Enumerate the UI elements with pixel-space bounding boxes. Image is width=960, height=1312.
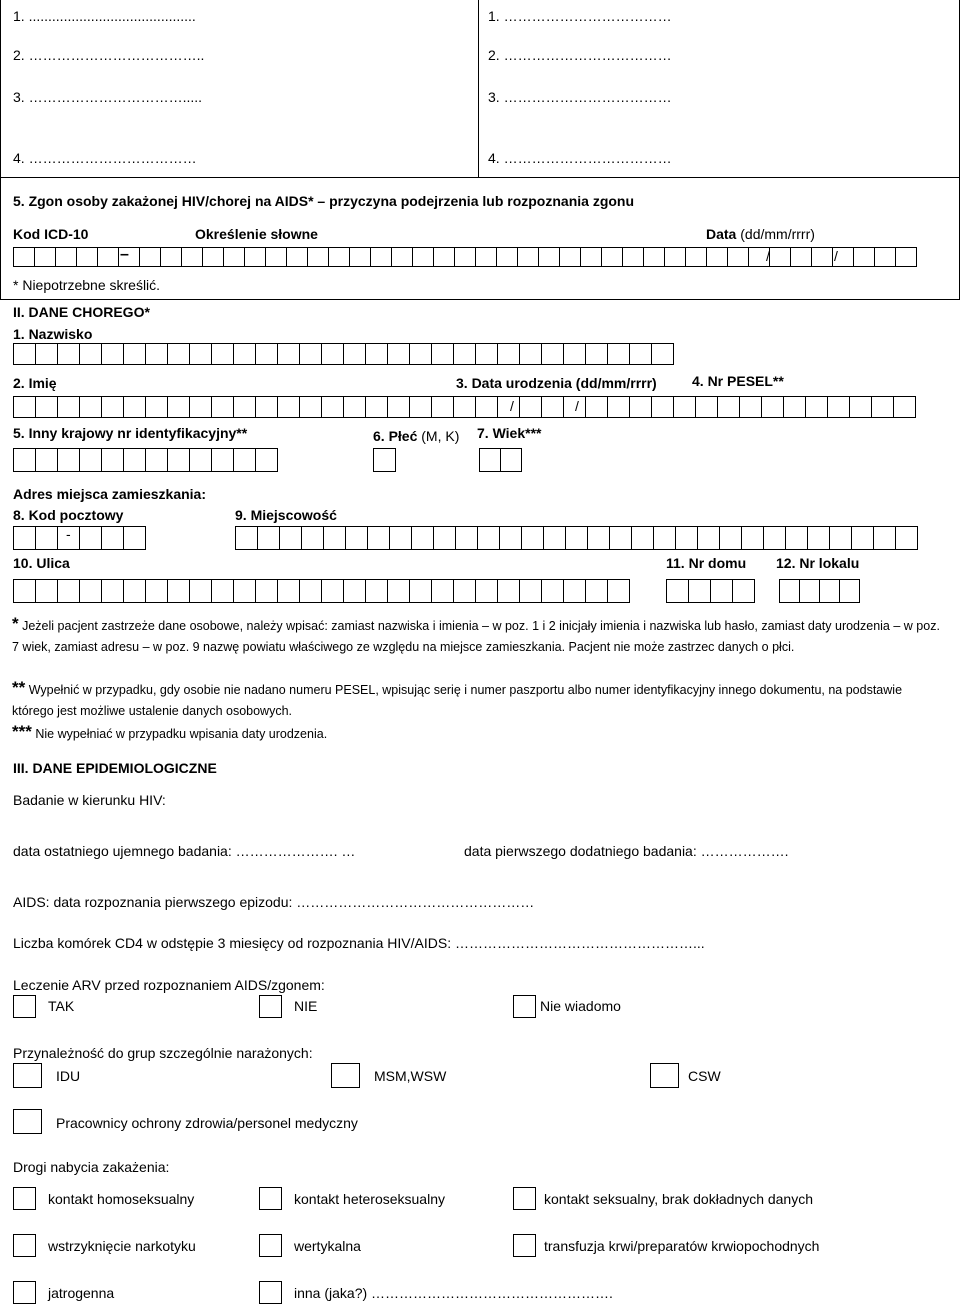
house-char-cell[interactable] (666, 579, 689, 603)
flat-char-cell[interactable] (779, 579, 800, 603)
death-char-cell[interactable] (727, 247, 749, 267)
group-health-worker-label: Pracownicy ochrony zdrowia/personel medyczny (56, 1115, 358, 1131)
street-char-cell[interactable] (101, 579, 124, 603)
death-char-cell[interactable] (496, 247, 518, 267)
surname-char-cell[interactable] (79, 343, 102, 365)
house-cells[interactable] (666, 579, 754, 603)
arv-unknown-checkbox[interactable] (513, 995, 536, 1018)
surname-char-cell[interactable] (299, 343, 322, 365)
city-char-cell[interactable] (257, 526, 280, 550)
name-char-cell[interactable] (673, 396, 696, 418)
field-surname-label: 1. Nazwisko (13, 326, 93, 342)
flat-char-cell[interactable] (799, 579, 820, 603)
surname-char-cell[interactable] (387, 343, 410, 365)
name-char-cell[interactable] (519, 396, 542, 418)
surname-char-cell[interactable] (453, 343, 476, 365)
route-sexual-unknown-checkbox[interactable] (513, 1187, 536, 1210)
death-char-cell[interactable] (769, 247, 791, 267)
name-char-cell[interactable] (541, 396, 564, 418)
death-col-icd: Kod ICD-10 (13, 226, 89, 242)
field-firstname-label: 2. Imię (13, 375, 57, 391)
list-left-2: 2. ……………………………….. (13, 47, 205, 63)
street-char-cell[interactable] (321, 579, 344, 603)
surname-char-cell[interactable] (233, 343, 256, 365)
death-char-cell[interactable] (328, 247, 350, 267)
surname-char-cell[interactable] (167, 343, 190, 365)
name-char-cell[interactable] (365, 396, 388, 418)
other-id-char-cell[interactable] (35, 448, 58, 472)
city-char-cell[interactable] (499, 526, 522, 550)
field-age-label: 7. Wiek*** (477, 425, 542, 441)
street-char-cell[interactable] (277, 579, 300, 603)
name-char-cell[interactable] (189, 396, 212, 418)
city-char-cell[interactable] (565, 526, 588, 550)
postcode-char-cell[interactable] (35, 526, 58, 550)
route-injection-label: wstrzyknięcie narkotyku (48, 1238, 196, 1254)
postcode-char-cell[interactable] (101, 526, 124, 550)
field-flat-label: 12. Nr lokalu (776, 555, 860, 571)
death-char-cell[interactable] (559, 247, 581, 267)
city-char-cell[interactable] (719, 526, 742, 550)
name-char-cell[interactable] (739, 396, 762, 418)
name-char-cell[interactable] (717, 396, 740, 418)
list-left-1: 1. ........................................... (13, 8, 196, 24)
surname-char-cell[interactable] (585, 343, 608, 365)
group-health-worker-checkbox[interactable] (13, 1109, 42, 1134)
street-char-cell[interactable] (563, 579, 586, 603)
death-slash-2: / (834, 248, 838, 264)
city-char-cell[interactable] (785, 526, 808, 550)
death-char-cell[interactable] (412, 247, 434, 267)
name-char-cell[interactable] (35, 396, 58, 418)
route-injection-checkbox[interactable] (13, 1234, 36, 1257)
other-id-char-cell[interactable] (123, 448, 146, 472)
street-char-cell[interactable] (475, 579, 498, 603)
address-heading: Adres miejsca zamieszkania: (13, 486, 206, 502)
other-id-cells[interactable] (13, 448, 277, 472)
city-char-cell[interactable] (741, 526, 764, 550)
name-char-cell[interactable] (453, 396, 476, 418)
city-char-cell[interactable] (895, 526, 918, 550)
name-char-cell[interactable] (167, 396, 190, 418)
death-char-cell[interactable] (349, 247, 371, 267)
death-char-cell[interactable] (391, 247, 413, 267)
group-idu-checkbox[interactable] (13, 1063, 42, 1088)
arv-unknown-label: Nie wiadomo (540, 998, 621, 1014)
street-char-cell[interactable] (13, 579, 36, 603)
street-char-cell[interactable] (431, 579, 454, 603)
name-char-cell[interactable] (651, 396, 674, 418)
city-char-cell[interactable] (301, 526, 324, 550)
death-char-cell[interactable] (13, 247, 35, 267)
other-id-char-cell[interactable] (233, 448, 256, 472)
route-iatrogenic-checkbox[interactable] (13, 1281, 36, 1304)
city-char-cell[interactable] (389, 526, 412, 550)
surname-char-cell[interactable] (343, 343, 366, 365)
surname-cells[interactable] (13, 343, 673, 365)
death-char-cell[interactable] (307, 247, 329, 267)
death-char-cell[interactable] (643, 247, 665, 267)
name-char-cell[interactable] (101, 396, 124, 418)
route-heterosexual-label: kontakt heteroseksualny (294, 1191, 445, 1207)
surname-char-cell[interactable] (211, 343, 234, 365)
group-csw-label: CSW (688, 1068, 721, 1084)
street-char-cell[interactable] (79, 579, 102, 603)
postcode-char-cell[interactable] (79, 526, 102, 550)
street-char-cell[interactable] (497, 579, 520, 603)
surname-char-cell[interactable] (541, 343, 564, 365)
surname-char-cell[interactable] (497, 343, 520, 365)
footnote-3: *** Nie wypełniać w przypadku wpisania daty urodzenia. (12, 722, 328, 741)
surname-char-cell[interactable] (189, 343, 212, 365)
route-transfusion-checkbox[interactable] (513, 1234, 536, 1257)
section3-title: III. DANE EPIDEMIOLOGICZNE (13, 760, 217, 776)
other-id-char-cell[interactable] (79, 448, 102, 472)
house-char-cell[interactable] (710, 579, 733, 603)
city-char-cell[interactable] (323, 526, 346, 550)
name-char-cell[interactable] (805, 396, 828, 418)
surname-char-cell[interactable] (277, 343, 300, 365)
house-char-cell[interactable] (688, 579, 711, 603)
city-char-cell[interactable] (763, 526, 786, 550)
field-pesel-label: 4. Nr PESEL** (692, 373, 784, 389)
city-char-cell[interactable] (631, 526, 654, 550)
death-col-desc: Określenie słowne (195, 226, 318, 242)
name-char-cell[interactable] (321, 396, 344, 418)
name-char-cell[interactable] (13, 396, 36, 418)
surname-char-cell[interactable] (475, 343, 498, 365)
other-id-char-cell[interactable] (13, 448, 36, 472)
route-heterosexual-checkbox[interactable] (259, 1187, 282, 1210)
death-char-cell[interactable] (538, 247, 560, 267)
name-char-cell[interactable] (783, 396, 806, 418)
surname-char-cell[interactable] (321, 343, 344, 365)
street-char-cell[interactable] (387, 579, 410, 603)
street-char-cell[interactable] (607, 579, 630, 603)
list-left-4: 4. ……………………………… (13, 150, 197, 166)
death-char-cell[interactable] (286, 247, 308, 267)
name-char-cell[interactable] (893, 396, 916, 418)
cd4-count: Liczba komórek CD4 w odstępie 3 miesięcy od rozpoznania HIV/AIDS: ……………………………………………... (13, 935, 705, 951)
surname-char-cell[interactable] (563, 343, 586, 365)
postcode-dash: - (66, 526, 71, 542)
name-char-cell[interactable] (695, 396, 718, 418)
city-char-cell[interactable] (345, 526, 368, 550)
name-char-cell[interactable] (585, 396, 608, 418)
death-char-cell[interactable] (433, 247, 455, 267)
death-char-cell[interactable] (601, 247, 623, 267)
name-char-cell[interactable] (57, 396, 80, 418)
surname-char-cell[interactable] (365, 343, 388, 365)
other-id-char-cell[interactable] (145, 448, 168, 472)
age-char-cell[interactable] (500, 448, 522, 472)
group-idu-label: IDU (56, 1068, 81, 1084)
name-char-cell[interactable] (79, 396, 102, 418)
name-char-cell[interactable] (277, 396, 300, 418)
section2-title: II. DANE CHOREGO* (13, 304, 150, 320)
aids-first-episode: AIDS: data rozpoznania pierwszego epizodu: …………………………………………… (13, 894, 535, 910)
death-char-cell[interactable] (454, 247, 476, 267)
name-char-cell[interactable] (849, 396, 872, 418)
street-char-cell[interactable] (585, 579, 608, 603)
surname-char-cell[interactable] (629, 343, 652, 365)
group-msm-checkbox[interactable] (331, 1063, 360, 1088)
death-dash: – (120, 246, 129, 263)
death-char-cell[interactable] (181, 247, 203, 267)
death-cells-row[interactable] (13, 247, 916, 267)
death-char-cell[interactable] (265, 247, 287, 267)
route-homosexual-checkbox[interactable] (13, 1187, 36, 1210)
name-char-cell[interactable] (409, 396, 432, 418)
footnote-1: * Jeżeli pacjent zastrzeże dane osobowe, należy wpisać: zamiast nazwiska i imienia – w poz. 1 i 2 inicjały imienia i nazwiska lub hasło, zamiast daty urodzenia – w poz. 7 wiek, zamiast adresu – w poz. 9 nazwę powiatu właściwego ze względu na miejsce zamieszkania. Pacjent nie może zastrzec danych o płci. (12, 614, 940, 654)
age-cells[interactable] (479, 448, 521, 472)
city-char-cell[interactable] (873, 526, 896, 550)
name-char-cell[interactable] (629, 396, 652, 418)
death-char-cell[interactable] (34, 247, 56, 267)
street-cells[interactable] (13, 579, 629, 603)
route-sexual-unknown-label: kontakt seksualny, brak dokładnych danych (544, 1191, 814, 1207)
other-id-char-cell[interactable] (57, 448, 80, 472)
firstname-cells[interactable] (13, 396, 915, 418)
death-char-cell[interactable] (685, 247, 707, 267)
other-id-char-cell[interactable] (255, 448, 278, 472)
surname-char-cell[interactable] (409, 343, 432, 365)
group-msm-label: MSM,WSW (374, 1068, 447, 1084)
city-char-cell[interactable] (235, 526, 258, 550)
surname-char-cell[interactable] (145, 343, 168, 365)
street-char-cell[interactable] (167, 579, 190, 603)
death-char-cell[interactable] (223, 247, 245, 267)
name-char-cell[interactable] (233, 396, 256, 418)
death-col-date-format: (dd/mm/rrrr) (740, 226, 815, 242)
field-city-label: 9. Miejscowość (235, 507, 337, 523)
street-char-cell[interactable] (35, 579, 58, 603)
name-char-cell[interactable] (123, 396, 146, 418)
street-char-cell[interactable] (519, 579, 542, 603)
postcode-char-cell[interactable] (123, 526, 146, 550)
field-house-label: 11. Nr domu (666, 555, 747, 571)
street-char-cell[interactable] (233, 579, 256, 603)
other-id-char-cell[interactable] (167, 448, 190, 472)
name-char-cell[interactable] (431, 396, 454, 418)
name-char-cell[interactable] (387, 396, 410, 418)
city-char-cell[interactable] (367, 526, 390, 550)
route-iatrogenic-label: jatrogenna (48, 1285, 115, 1301)
arv-yes-label: TAK (48, 998, 75, 1014)
street-char-cell[interactable] (365, 579, 388, 603)
city-char-cell[interactable] (675, 526, 698, 550)
group-csw-checkbox[interactable] (650, 1063, 679, 1088)
route-transfusion-label: transfuzja krwi/preparatów krwiopochodnych (544, 1238, 820, 1254)
surname-char-cell[interactable] (101, 343, 124, 365)
city-char-cell[interactable] (653, 526, 676, 550)
postcode-cells[interactable] (13, 526, 145, 550)
name-char-cell[interactable] (497, 396, 520, 418)
street-char-cell[interactable] (541, 579, 564, 603)
hiv-test-label: Badanie w kierunku HIV: (13, 792, 166, 808)
birthdate-slash-2: / (575, 398, 579, 414)
city-char-cell[interactable] (851, 526, 874, 550)
surname-char-cell[interactable] (13, 343, 36, 365)
death-char-cell[interactable] (139, 247, 161, 267)
name-char-cell[interactable] (343, 396, 366, 418)
list-right-1: 1. ……………………………… (488, 8, 672, 24)
top-list-divider (478, 0, 479, 178)
street-char-cell[interactable] (211, 579, 234, 603)
death-char-cell[interactable] (370, 247, 392, 267)
field-other-id-label: 5. Inny krajowy nr identyfikacyjny** (13, 425, 248, 441)
city-char-cell[interactable] (433, 526, 456, 550)
surname-char-cell[interactable] (651, 343, 674, 365)
city-char-cell[interactable] (587, 526, 610, 550)
route-question: Drogi nabycia zakażenia: (13, 1159, 170, 1175)
city-char-cell[interactable] (697, 526, 720, 550)
name-char-cell[interactable] (211, 396, 234, 418)
death-char-cell[interactable] (475, 247, 497, 267)
death-char-cell[interactable] (811, 247, 833, 267)
street-char-cell[interactable] (409, 579, 432, 603)
list-right-2: 2. ……………………………… (488, 47, 672, 63)
surname-char-cell[interactable] (57, 343, 80, 365)
death-char-cell[interactable] (622, 247, 644, 267)
note-unnecessary: * Niepotrzebne skreślić. (13, 277, 161, 293)
arv-yes-checkbox[interactable] (13, 995, 36, 1018)
arv-question: Leczenie ARV przed rozpoznaniem AIDS/zgonem: (13, 977, 325, 993)
death-col-date (706, 226, 815, 242)
footnote-2: ** Wypełnić w przypadku, gdy osobie nie nadano numeru PESEL, wpisując serię i numer paszportu albo numer identyfikacyjny innego dokumentu, na podstawie którego jest możliwe ustalenie danych osobowych. (12, 678, 903, 718)
name-char-cell[interactable] (871, 396, 894, 418)
last-negative-date: data ostatniego ujemnego badania: …………………. … (13, 843, 356, 859)
age-char-cell[interactable] (479, 448, 501, 472)
sex-cell[interactable] (373, 448, 395, 472)
route-vertical-checkbox[interactable] (259, 1234, 282, 1257)
death-char-cell[interactable] (244, 247, 266, 267)
death-char-cell[interactable] (160, 247, 182, 267)
death-char-cell[interactable] (706, 247, 728, 267)
death-char-cell[interactable] (580, 247, 602, 267)
birthdate-slash-1: / (510, 398, 514, 414)
flat-char-cell[interactable] (819, 579, 840, 603)
list-right-3: 3. ……………………………… (488, 89, 672, 105)
death-slash-1: / (766, 248, 770, 264)
route-homosexual-label: kontakt homoseksualny (48, 1191, 195, 1207)
city-cells[interactable] (235, 526, 917, 550)
surname-char-cell[interactable] (35, 343, 58, 365)
surname-char-cell[interactable] (123, 343, 146, 365)
group-question: Przynależność do grup szczególnie narażonych: (13, 1045, 313, 1061)
flat-char-cell[interactable] (839, 579, 860, 603)
field-sex-label: 6. Płeć (M, K) (373, 428, 460, 444)
death-char-cell[interactable] (853, 247, 875, 267)
street-char-cell[interactable] (343, 579, 366, 603)
name-char-cell[interactable] (255, 396, 278, 418)
city-char-cell[interactable] (807, 526, 830, 550)
name-char-cell[interactable] (761, 396, 784, 418)
name-char-cell[interactable] (299, 396, 322, 418)
street-char-cell[interactable] (299, 579, 322, 603)
street-char-cell[interactable] (57, 579, 80, 603)
death-char-cell[interactable] (76, 247, 98, 267)
route-other-label: inna (jaka?) ……………………………………………. (294, 1285, 613, 1301)
name-char-cell[interactable] (475, 396, 498, 418)
city-char-cell[interactable] (829, 526, 852, 550)
surname-char-cell[interactable] (607, 343, 630, 365)
city-char-cell[interactable] (455, 526, 478, 550)
route-other-checkbox[interactable] (259, 1281, 282, 1304)
name-char-cell[interactable] (607, 396, 630, 418)
death-col-date-label: Data (706, 226, 737, 242)
field-street-label: 10. Ulica (13, 555, 70, 571)
death-char-cell[interactable] (895, 247, 917, 267)
other-id-char-cell[interactable] (101, 448, 124, 472)
city-char-cell[interactable] (521, 526, 544, 550)
city-char-cell[interactable] (543, 526, 566, 550)
street-char-cell[interactable] (453, 579, 476, 603)
name-char-cell[interactable] (145, 396, 168, 418)
house-char-cell[interactable] (732, 579, 755, 603)
route-vertical-label: wertykalna (294, 1238, 361, 1254)
death-char-cell[interactable] (874, 247, 896, 267)
city-char-cell[interactable] (609, 526, 632, 550)
arv-no-checkbox[interactable] (259, 995, 282, 1018)
city-char-cell[interactable] (411, 526, 434, 550)
death-char-cell[interactable] (202, 247, 224, 267)
postcode-char-cell[interactable] (13, 526, 36, 550)
city-char-cell[interactable] (477, 526, 500, 550)
surname-char-cell[interactable] (255, 343, 278, 365)
name-char-cell[interactable] (827, 396, 850, 418)
sex-char-cell[interactable] (373, 448, 396, 472)
death-char-cell[interactable] (517, 247, 539, 267)
field-postcode-label: 8. Kod pocztowy (13, 507, 124, 523)
list-right-4: 4. ……………………………… (488, 150, 672, 166)
death-char-cell[interactable] (55, 247, 77, 267)
surname-char-cell[interactable] (519, 343, 542, 365)
street-char-cell[interactable] (123, 579, 146, 603)
street-char-cell[interactable] (145, 579, 168, 603)
death-char-cell[interactable] (97, 247, 119, 267)
list-left-3: 3. ……………………………..... (13, 89, 203, 105)
surname-char-cell[interactable] (431, 343, 454, 365)
street-char-cell[interactable] (189, 579, 212, 603)
flat-cells[interactable] (779, 579, 859, 603)
death-char-cell[interactable] (790, 247, 812, 267)
death-char-cell[interactable] (664, 247, 686, 267)
street-char-cell[interactable] (255, 579, 278, 603)
city-char-cell[interactable] (279, 526, 302, 550)
arv-no-label: NIE (294, 998, 318, 1014)
other-id-char-cell[interactable] (211, 448, 234, 472)
other-id-char-cell[interactable] (189, 448, 212, 472)
first-positive-date: data pierwszego dodatniego badania: ………………. (464, 843, 789, 859)
field-birthdate-label: 3. Data urodzenia (dd/mm/rrrr) (456, 375, 657, 391)
death-heading: 5. Zgon osoby zakażonej HIV/chorej na AIDS* – przyczyna podejrzenia lub rozpoznania zgonu (13, 193, 635, 209)
